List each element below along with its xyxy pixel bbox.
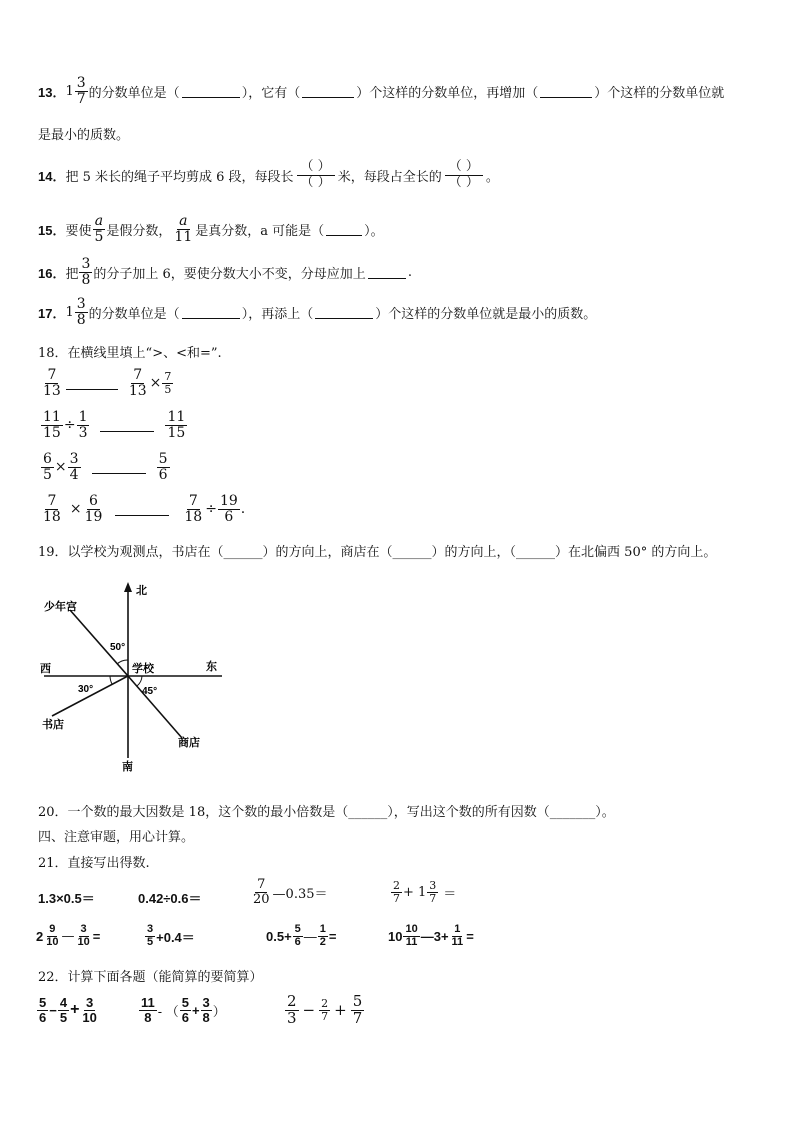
- text: 22．计算下面各题（能简算的要简算）: [38, 970, 263, 985]
- text: ）个这样的分数单位就是最小的质数。: [375, 306, 597, 322]
- text: 是最小的质数。: [38, 128, 130, 143]
- answer-blank[interactable]: [302, 85, 354, 98]
- denominator: 13: [43, 382, 61, 399]
- denominator: 2: [319, 935, 326, 948]
- numerator: 11: [167, 409, 186, 425]
- calc-problem-3: [284, 994, 365, 1027]
- numerator: 10: [405, 923, 418, 935]
- numerator-blank[interactable]: （ ）: [445, 160, 483, 176]
- whole-part: 10: [388, 928, 403, 944]
- expression: 1.3×0.5＝: [38, 891, 95, 906]
- compare-blank[interactable]: [92, 461, 146, 474]
- denominator: 7: [393, 891, 400, 905]
- denominator: 4: [69, 466, 79, 483]
- text: 是真分数，a 可能是（: [195, 223, 325, 239]
- label-youth-palace: 少年宫: [44, 601, 77, 613]
- question-number: 16．: [38, 265, 66, 281]
- fraction: [44, 924, 60, 948]
- label-north: 北: [136, 585, 147, 597]
- mixed-number: [65, 297, 88, 327]
- numerator: 11: [43, 409, 61, 425]
- denominator: 5: [43, 466, 52, 483]
- denominator: 15: [167, 424, 186, 441]
- denominator: 18: [184, 508, 203, 525]
- label-angle-45: 45°: [142, 686, 158, 697]
- text: ）个这样的分数单位，再增加（: [356, 85, 539, 101]
- fraction: [41, 368, 63, 398]
- expression: 0.5+: [266, 928, 292, 944]
- text: ），它有（: [241, 85, 301, 101]
- question-20: [38, 801, 615, 820]
- text: 18．在横线里填上“>、<和=”.: [38, 346, 222, 361]
- denominator: 11: [405, 935, 418, 948]
- numerator: 2: [321, 997, 329, 1011]
- fraction: [75, 297, 88, 327]
- denominator: 7: [429, 891, 437, 905]
- fraction: [285, 994, 299, 1027]
- question-17: [38, 297, 596, 327]
- numerator: 1: [319, 923, 326, 935]
- text: 。: [485, 169, 499, 185]
- denominator: 5: [164, 382, 172, 396]
- text: 的分数单位是（: [88, 85, 180, 101]
- angle-arc-north: [117, 660, 128, 664]
- operator: =: [328, 928, 337, 944]
- calc-expression-2: [138, 888, 202, 907]
- angle-arc-east: [137, 676, 142, 686]
- operator: ÷: [63, 417, 76, 434]
- expression: 0.42÷0.6＝: [138, 891, 202, 906]
- numerator: 3: [76, 75, 86, 91]
- label-south: 南: [122, 761, 133, 773]
- text: .: [240, 501, 246, 518]
- compare-blank[interactable]: [100, 419, 154, 432]
- numerator: 9: [49, 923, 56, 935]
- numerator: 1: [78, 409, 88, 425]
- numerator: 5: [158, 451, 168, 467]
- answer-blank[interactable]: [540, 85, 592, 98]
- numerator: 7: [188, 493, 198, 509]
- numerator: 7: [257, 877, 266, 892]
- denominator: 11: [451, 935, 464, 948]
- denominator-blank[interactable]: （ ）: [448, 174, 479, 190]
- fraction: [127, 368, 149, 398]
- compare-blank[interactable]: [115, 503, 169, 516]
- question-22-title: [38, 966, 263, 985]
- ray-bookstore: [52, 676, 128, 716]
- operator: +: [191, 1002, 200, 1018]
- denominator: 10: [46, 935, 59, 948]
- calc-expression-6: [144, 924, 195, 948]
- fraction: [58, 996, 69, 1024]
- fraction: [68, 452, 81, 482]
- operator: ×: [149, 375, 162, 392]
- fraction: [450, 924, 466, 948]
- denominator: 8: [81, 271, 91, 288]
- direction-diagram: [36, 580, 236, 776]
- fraction: [403, 924, 419, 948]
- calc-expression-8: [388, 924, 474, 948]
- answer-blank[interactable]: [182, 85, 240, 98]
- text: ）个这样的分数单位就: [594, 85, 725, 101]
- operator: ×: [54, 459, 67, 476]
- text: 的分子加上 6，要使分数大小不变，分母应加上: [93, 266, 366, 282]
- denominator: 5: [94, 228, 104, 245]
- numerator: 3: [429, 879, 437, 892]
- mixed-number: [65, 76, 88, 106]
- numerator: 7: [47, 367, 57, 383]
- text: 四、注意审题，用心计算。: [38, 830, 195, 845]
- denominator: 10: [77, 935, 90, 948]
- fraction: [75, 76, 88, 106]
- fraction: [80, 996, 98, 1024]
- denominator: 11: [174, 228, 193, 245]
- operator: ×: [69, 501, 82, 518]
- north-arrow-icon: [124, 582, 132, 592]
- denominator: 3: [287, 1008, 297, 1027]
- section-4-heading: [38, 826, 194, 845]
- calc-problem-1: [36, 996, 100, 1024]
- numerator: 19: [219, 493, 238, 509]
- fraction: [427, 880, 438, 904]
- fraction: [165, 410, 187, 440]
- numerator: 2: [287, 992, 297, 1010]
- numerator: 2: [393, 879, 400, 892]
- fraction: [182, 494, 204, 524]
- label-angle-30: 30°: [78, 684, 94, 695]
- label-store: 商店: [178, 737, 200, 749]
- fraction: [145, 924, 155, 948]
- calc-expression-3: [250, 878, 328, 906]
- denominator: 7: [321, 1009, 329, 1023]
- question-13: [38, 76, 724, 106]
- numerator: 5: [181, 995, 189, 1010]
- text: 20．一个数的最大因数是 18，这个数的最小倍数是（______），写出这个数的所有因数（_______）。: [38, 805, 615, 820]
- compare-row-1: [40, 368, 174, 398]
- label-angle-50: 50°: [110, 642, 126, 653]
- compare-row-3: [40, 452, 171, 482]
- text: 是假分数，: [106, 223, 172, 239]
- text: 21．直接写出得数.: [38, 856, 150, 871]
- fraction: [157, 452, 170, 482]
- operator: =: [466, 928, 474, 944]
- operator: ）: [212, 1003, 226, 1019]
- question-16: [38, 257, 412, 287]
- denominator: 5: [59, 1009, 68, 1025]
- denominator: 6: [224, 508, 234, 525]
- expression: +0.4＝: [156, 929, 195, 945]
- numerator: 3: [80, 923, 87, 935]
- text: ），再添上（: [241, 306, 314, 322]
- text: .: [407, 264, 412, 280]
- numerator: 4: [59, 995, 68, 1010]
- text: 要使: [65, 223, 92, 239]
- numerator: 1: [454, 923, 461, 935]
- text: ）。: [364, 223, 384, 239]
- label-school: 学校: [132, 663, 154, 675]
- compare-row-2: [40, 410, 188, 440]
- answer-blank[interactable]: [326, 223, 362, 236]
- angle-arc-west: [110, 676, 112, 684]
- whole-part: 1: [65, 304, 74, 320]
- operator: =: [92, 928, 101, 944]
- compare-blank[interactable]: [66, 377, 118, 390]
- numerator: 3: [81, 256, 91, 272]
- numerator: a: [94, 213, 104, 229]
- compare-row-4: [40, 494, 245, 524]
- answer-blank[interactable]: [368, 266, 406, 279]
- fraction: [75, 924, 91, 948]
- question-number: 13．: [38, 84, 66, 100]
- fraction: [79, 257, 92, 287]
- fraction: [218, 494, 240, 524]
- numerator: 3: [202, 995, 210, 1010]
- numerator: 11: [141, 995, 155, 1010]
- numerator: 6: [43, 451, 52, 467]
- fraction: [162, 371, 173, 395]
- fraction: [351, 994, 365, 1027]
- numerator: 3: [147, 923, 154, 935]
- denominator: 10: [82, 1009, 97, 1025]
- text: 米，每段占全长的: [337, 169, 442, 185]
- denominator: 13: [128, 382, 147, 399]
- numerator: 5: [294, 923, 301, 935]
- denominator: 19: [84, 508, 103, 525]
- fraction: [319, 998, 330, 1022]
- text: 把: [65, 266, 79, 282]
- fraction: [251, 878, 272, 906]
- fraction: [139, 996, 157, 1024]
- label-east: 东: [206, 661, 217, 673]
- operator: +: [334, 1001, 347, 1020]
- fraction: [41, 452, 54, 482]
- fraction: [37, 996, 48, 1024]
- question-number: 17．: [38, 305, 66, 321]
- fraction: [318, 924, 328, 948]
- question-15: [38, 214, 384, 244]
- numerator: 7: [47, 493, 57, 509]
- fraction: [77, 410, 90, 440]
- denominator: 6: [158, 466, 168, 483]
- fraction: [293, 924, 303, 948]
- numerator: 5: [352, 992, 363, 1010]
- numerator: a: [179, 213, 188, 229]
- operator: −: [302, 1001, 316, 1020]
- denominator: 6: [294, 935, 301, 948]
- answer-blank[interactable]: [315, 306, 373, 319]
- question-21-title: [38, 852, 150, 871]
- numerator: 7: [164, 370, 172, 384]
- fraction: [201, 996, 212, 1024]
- calc-expression-7: [266, 924, 337, 948]
- calc-expression-1: [38, 888, 95, 907]
- expression: —3+: [420, 928, 449, 944]
- denominator: 6: [181, 1009, 189, 1025]
- numerator: 3: [76, 296, 86, 312]
- text: 19．以学校为观测点，书店在（______）的方向上，商店在（______）的方向上，（______）在北偏西 50° 的方向上。: [38, 545, 717, 560]
- numerator: 3: [69, 451, 79, 467]
- operator: - （: [157, 1003, 179, 1019]
- whole-part: 1: [65, 83, 74, 99]
- denominator-blank[interactable]: （ ）: [300, 174, 331, 190]
- question-18-title: [38, 342, 222, 361]
- operator: —: [303, 928, 317, 944]
- denominator: 5: [147, 935, 154, 948]
- fraction: [391, 880, 402, 904]
- answer-blank[interactable]: [182, 306, 240, 319]
- denominator: 20: [253, 891, 270, 907]
- operator: —: [61, 928, 75, 944]
- denominator: 8: [144, 1009, 152, 1025]
- denominator: 8: [76, 311, 86, 328]
- label-bookstore: 书店: [42, 719, 64, 731]
- fraction: [180, 996, 191, 1024]
- numerator-blank[interactable]: （ ）: [297, 160, 335, 176]
- fraction-answer-box[interactable]: [445, 160, 483, 191]
- fraction-answer-box[interactable]: [297, 160, 335, 191]
- calc-problem-2: [138, 996, 226, 1024]
- operator: ÷: [205, 501, 217, 518]
- numerator: 3: [86, 995, 94, 1010]
- denominator: 18: [43, 508, 61, 525]
- denominator: 7: [352, 1008, 363, 1027]
- denominator: 6: [39, 1009, 47, 1025]
- calc-expression-5: [36, 924, 100, 948]
- question-number: 15．: [38, 222, 66, 238]
- fraction: [83, 494, 105, 524]
- operator: + 1: [403, 884, 427, 900]
- question-13-continued: [38, 124, 129, 143]
- label-west: 西: [40, 663, 51, 675]
- question-14: [38, 160, 499, 191]
- numerator: 6: [89, 493, 98, 509]
- operator: ＝: [443, 886, 457, 902]
- fraction: [41, 494, 63, 524]
- fraction: [92, 214, 105, 244]
- calc-expression-4: [390, 880, 456, 904]
- numerator: 7: [133, 367, 143, 383]
- denominator: 15: [43, 424, 61, 441]
- text: 把 5 米长的绳子平均剪成 6 段，每段长: [65, 169, 294, 185]
- question-19: [38, 541, 716, 560]
- fraction: [172, 214, 194, 244]
- operator: +: [70, 1001, 80, 1019]
- text: 的分数单位是（: [88, 306, 180, 322]
- denominator: 3: [78, 424, 88, 441]
- denominator: 7: [76, 90, 86, 107]
- expression: —0.35＝: [272, 886, 328, 902]
- operator: −: [49, 1002, 57, 1018]
- denominator: 8: [202, 1009, 210, 1025]
- numerator: 5: [39, 995, 47, 1010]
- question-number: 14．: [38, 168, 66, 184]
- whole-part: 2: [36, 928, 44, 944]
- fraction: [41, 410, 63, 440]
